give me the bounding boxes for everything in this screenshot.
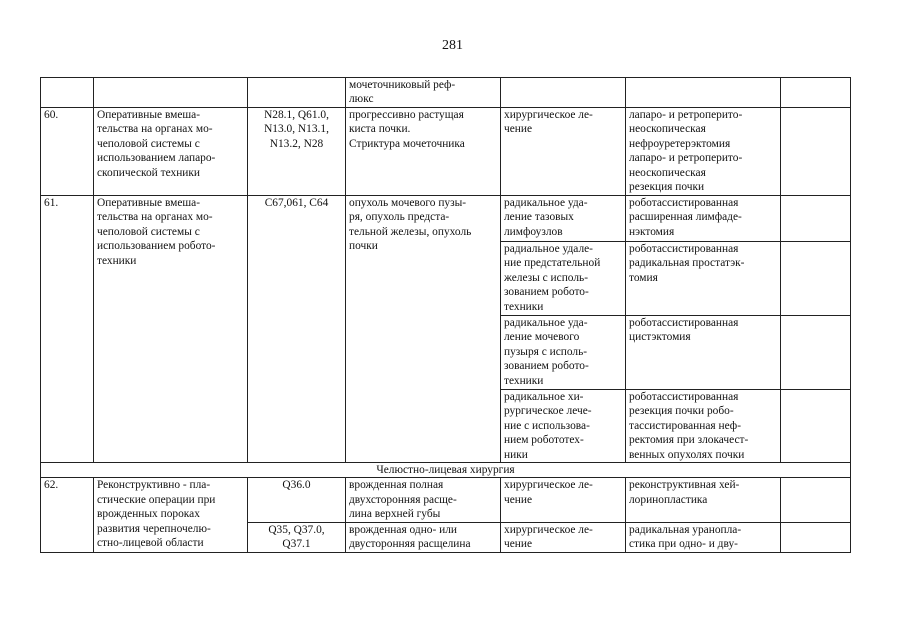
cell-name: Реконструктивно - пла- стические операции при врожденных пороках развития черепночелю- стно-лицевой области	[94, 478, 248, 552]
cell-extra	[781, 196, 851, 242]
cell-method: радикальная уранопла- стика при одно- и дву-	[626, 522, 781, 552]
cell-method: лапаро- и ретроперито- неоскопическая нефроуретерэктомия лапаро- и ретроперито- неоскопическая резекция почки	[626, 108, 781, 196]
cell-treatment: хирургическое ле- чение	[501, 108, 626, 196]
table-row-61	[41, 196, 851, 242]
cell-extra	[781, 316, 851, 390]
cell-codes: C67,061, C64	[248, 196, 346, 463]
table-row-62	[41, 478, 851, 522]
cell-codes: N28.1, Q61.0, N13.0, N13.1, N13.2, N28	[248, 108, 346, 196]
cell-method: реконструктивная хей- лоринопластика	[626, 478, 781, 522]
cell-treatment: радикальное уда- ление тазовых лимфоузлов	[501, 196, 626, 242]
cell-treatment	[501, 78, 626, 108]
page-number: 281	[442, 38, 463, 53]
cell-extra	[781, 242, 851, 316]
cell-extra	[781, 522, 851, 552]
cell-model: врожденная полная двухсторонняя расще- лина верхней губы	[346, 478, 501, 522]
cell-extra	[781, 108, 851, 196]
cell-method: роботассистированная радикальная простатэк- томия	[626, 242, 781, 316]
cell-name: Оперативные вмеша- тельства на органах мо- чеполовой системы с использованием лапаро- скопической техники	[94, 108, 248, 196]
cell-method: роботассистированная расширенная лимфаде- нэктомия	[626, 196, 781, 242]
table-row-section	[41, 463, 851, 478]
cell-method: роботассистированная резекция почки робо- тассистированная неф- ректомия при злокачест- венных опухолях почки	[626, 390, 781, 463]
cell-num: 62.	[41, 478, 94, 552]
cell-extra	[781, 390, 851, 463]
cell-treatment: хирургическое ле- чение	[501, 522, 626, 552]
table-row-continuation	[41, 78, 851, 108]
cell-model: мочеточниковый реф- люкс	[346, 78, 501, 108]
cell-treatment: радиальное удале- ние предстательной железы с исполь- зованием робото- техники	[501, 242, 626, 316]
cell-codes	[248, 78, 346, 108]
cell-extra	[781, 478, 851, 522]
cell-codes: Q36.0	[248, 478, 346, 522]
cell-method: роботассистированная цистэктомия	[626, 316, 781, 390]
cell-model: опухоль мочевого пузы- ря, опухоль предста- тельной железы, опухоль почки	[346, 196, 501, 463]
section-title: Челюстно-лицевая хирургия	[41, 463, 851, 478]
cell-treatment: хирургическое ле- чение	[501, 478, 626, 522]
cell-num: 61.	[41, 196, 94, 463]
cell-codes: Q35, Q37.0, Q37.1	[248, 522, 346, 552]
cell-extra	[781, 78, 851, 108]
medical-care-table	[40, 77, 851, 553]
cell-num: 60.	[41, 108, 94, 196]
cell-name	[94, 78, 248, 108]
cell-treatment: радикальное уда- ление мочевого пузыря с исполь- зованием робото- техники	[501, 316, 626, 390]
cell-num	[41, 78, 94, 108]
cell-model: прогрессивно растущая киста почки. Стриктура мочеточника	[346, 108, 501, 196]
cell-model: врожденная одно- или двусторонняя расщелина	[346, 522, 501, 552]
medical-care-table-sheet	[40, 77, 850, 553]
cell-name: Оперативные вмеша- тельства на органах мо- чеполовой системы с использованием робото- техники	[94, 196, 248, 463]
cell-method	[626, 78, 781, 108]
cell-treatment: радикальное хи- рургическое лече- ние с использова- нием робототех- ники	[501, 390, 626, 463]
table-row-60	[41, 108, 851, 196]
